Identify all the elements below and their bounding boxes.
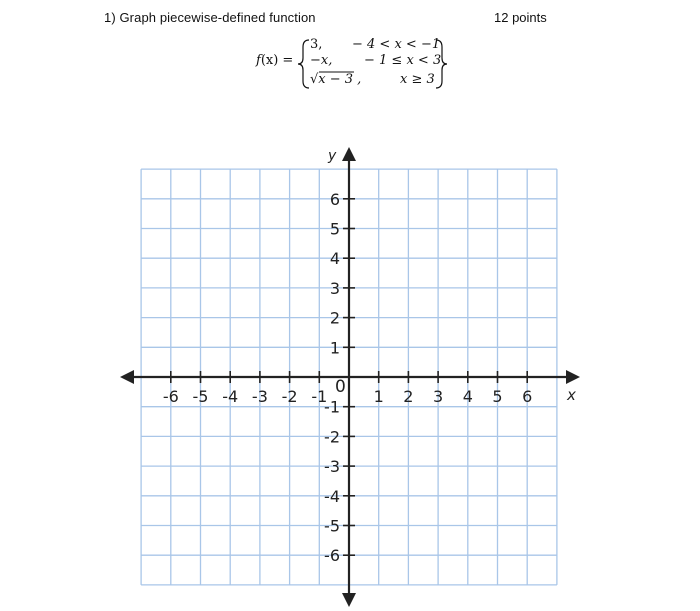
x-axis-right-arrow [566,370,580,384]
y-tick-label: -3 [324,457,340,477]
x-tick-label: -2 [281,387,298,406]
case-1-condition: − 4 < x < −1 [352,37,441,52]
y-tick-label: 5 [329,219,340,239]
x-tick-label: -1 [311,387,328,406]
x-tick-label: -6 [162,387,179,406]
y-tick-label: -4 [324,486,340,506]
origin-label: 0 [335,377,346,397]
question-title: 1) Graph piecewise-defined function [104,10,316,25]
points-label: 12 points [494,10,547,25]
y-tick-label: -5 [324,516,340,536]
x-tick-label: 1 [373,387,384,406]
case-3-condition: x ≥ 3 [400,72,435,87]
y-tick-label: 3 [329,278,340,298]
x-tick-label: -4 [222,387,239,406]
function-arg: (x) = [260,53,294,68]
y-tick-label: -1 [324,397,340,417]
y-tick-label: 2 [329,308,340,328]
x-tick-label: 5 [492,387,503,406]
y-axis-down-arrow [342,593,356,607]
case-3-condition-2: − 1 ≤ x < 3 [364,53,442,68]
x-tick-label: -5 [192,387,209,406]
axes [120,147,580,607]
x-tick-label: 3 [433,387,444,406]
y-tick-label: 1 [329,338,340,358]
y-tick-label: 6 [329,189,340,209]
y-tick-label: -2 [324,427,340,447]
case-2-expression: −x, [310,53,333,68]
case-3-expression: √x − 3 , [310,72,362,87]
y-tick-label: 4 [329,249,340,269]
x-axis-label: x [567,386,576,404]
y-tick-label: -6 [324,546,340,566]
x-tick-label: -3 [251,387,268,406]
x-axis-left-arrow [120,370,134,384]
case-1-expression: 3, [310,37,323,52]
x-tick-label: 4 [462,387,473,406]
y-axis-up-arrow [342,147,356,161]
y-axis-label: y [328,148,337,164]
x-tick-label: 2 [403,387,414,406]
function-name: f [256,53,261,68]
x-tick-label: 6 [522,387,533,406]
